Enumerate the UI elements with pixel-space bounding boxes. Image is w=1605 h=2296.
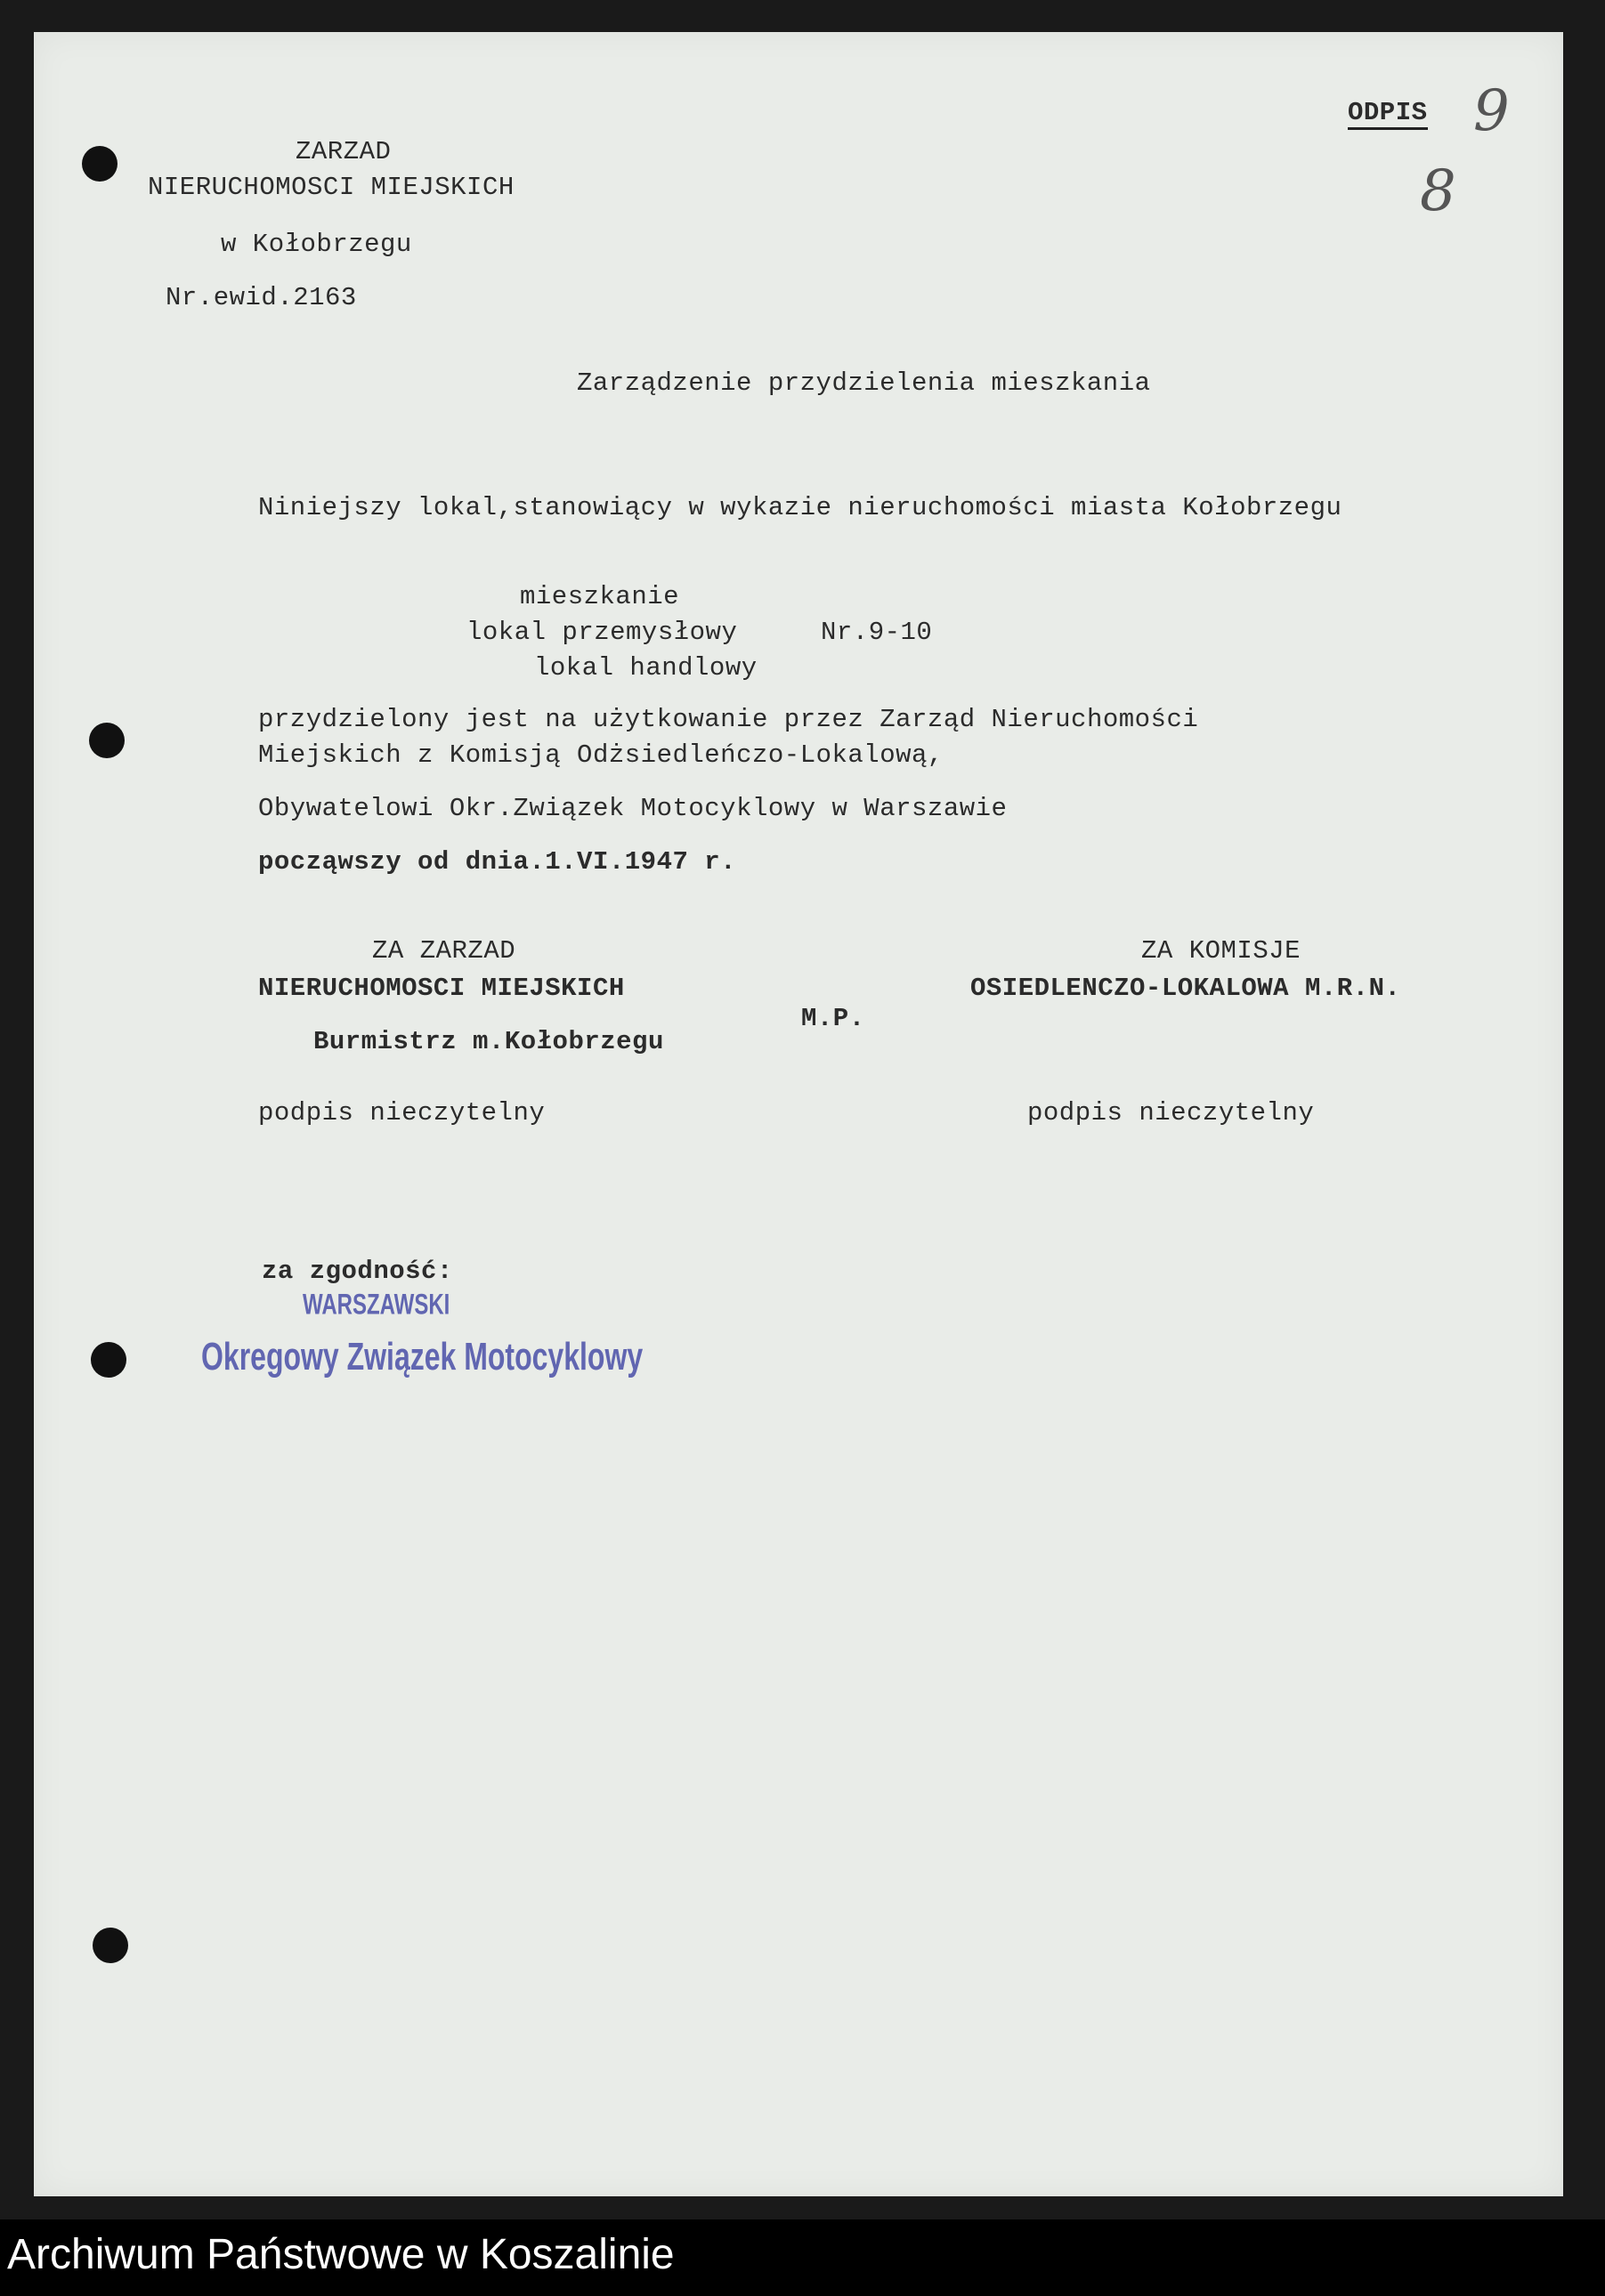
punch-hole xyxy=(89,723,125,758)
assignee-line: Obywatelowi Okr.Związek Motocyklowy w Warszawie xyxy=(258,794,1008,823)
document-title: Zarządzenie przydzielenia mieszkania xyxy=(577,368,1151,398)
signature-left-org: NIERUCHOMOSCI MIEJSKICH xyxy=(258,974,625,1003)
signature-left-illegible: podpis nieczytelny xyxy=(258,1098,546,1128)
org-name-line1: ZARZAD xyxy=(296,137,392,166)
org-name-line2: NIERUCHOMOSCI MIEJSKICH xyxy=(148,173,515,202)
handwritten-page-number: 9 xyxy=(1473,78,1510,144)
premises-number: Nr.9-10 xyxy=(821,618,933,647)
signature-right-illegible: podpis nieczytelny xyxy=(1027,1098,1315,1128)
stamp-line2: Okregowy Związek Motocyklowy xyxy=(201,1335,644,1378)
premises-type-2: lokal przemysłowy xyxy=(466,618,738,647)
seal-placeholder: M.P. xyxy=(801,1004,865,1033)
reference-number: Nr.ewid.2163 xyxy=(166,283,357,312)
org-name-line3: w Kołobrzegu xyxy=(221,230,412,259)
archive-name: Archiwum Państwowe w Koszalinie xyxy=(7,2231,675,2278)
signature-left-heading: ZA ZARZAD xyxy=(372,936,516,966)
punch-hole xyxy=(93,1928,128,1963)
handwritten-page-number-crossed: 8 xyxy=(1420,158,1456,224)
punch-hole xyxy=(82,146,118,182)
start-date-line: począwszy od dnia.1.VI.1947 r. xyxy=(258,847,737,877)
certification-label: za zgodność: xyxy=(262,1257,453,1286)
paragraph-line: Miejskich z Komisją Odżsiedleńczo-Lokalową, xyxy=(258,740,944,770)
premises-type-1: mieszkanie xyxy=(520,582,680,611)
intro-line: Niniejszy lokal,stanowiący w wykazie nieruchomości miasta Kołobrzegu xyxy=(258,493,1342,522)
paragraph-line: przydzielony jest na użytkowanie przez Zarząd Nieruchomości xyxy=(258,705,1199,734)
signature-right-org: OSIEDLENCZO-LOKALOWA M.R.N. xyxy=(970,974,1401,1003)
signature-right-heading: ZA KOMISJE xyxy=(1141,936,1301,966)
premises-type-3: lokal handlowy xyxy=(534,653,758,683)
punch-hole xyxy=(91,1342,126,1378)
stamp-line1: WARSZAWSKI xyxy=(303,1289,450,1322)
signature-left-title: Burmistrz m.Kołobrzegu xyxy=(313,1027,664,1056)
copy-label: ODPIS xyxy=(1348,98,1428,130)
